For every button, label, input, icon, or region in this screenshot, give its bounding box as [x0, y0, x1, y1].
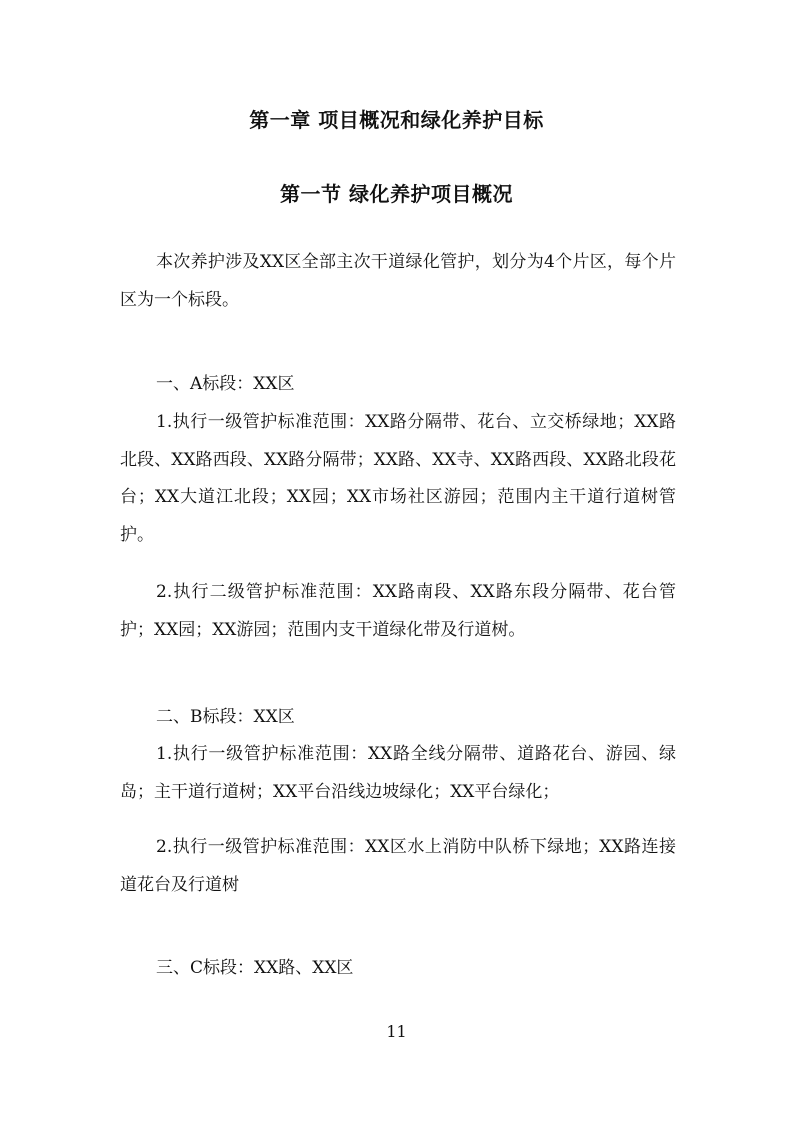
section-a-item-1: 1.执行一级管护标准范围：XX路分隔带、花台、立交桥绿地；XX路北段、XX路西段、XX路分隔带；XX路、XX寺、XX路西段、XX路北段花台；XX大道江北段；XX园；XX市场社区游园；范围内主干道行道树管护。 — [120, 412, 676, 545]
intro-paragraph: 本次养护涉及XX区全部主次干道绿化管护，划分为4个片区，每个片区为一个标段。 — [120, 252, 676, 310]
section-a-heading: 一、A标段：XX区 — [156, 374, 295, 394]
page-number: 11 — [386, 1022, 407, 1041]
section-b-heading: 二、B标段：XX区 — [156, 707, 295, 727]
section-b-item-2: 2.执行一级管护标准范围：XX区水上消防中队桥下绿地；XX路连接道花台及行道树 — [120, 837, 676, 895]
section-title: 第一节 绿化养护项目概况 — [280, 182, 513, 206]
section-b-item-1: 1.执行一级管护标准范围：XX路全线分隔带、道路花台、游园、绿岛；主干道行道树；XX平台沿线边坡绿化；XX平台绿化； — [120, 744, 676, 802]
chapter-title: 第一章 项目概况和绿化养护目标 — [249, 108, 544, 132]
section-a-item-2: 2.执行二级管护标准范围：XX路南段、XX路东段分隔带、花台管护；XX园；XX游园；范围内支干道绿化带及行道树。 — [120, 582, 676, 640]
section-c-heading: 三、C标段：XX路、XX区 — [156, 958, 354, 978]
